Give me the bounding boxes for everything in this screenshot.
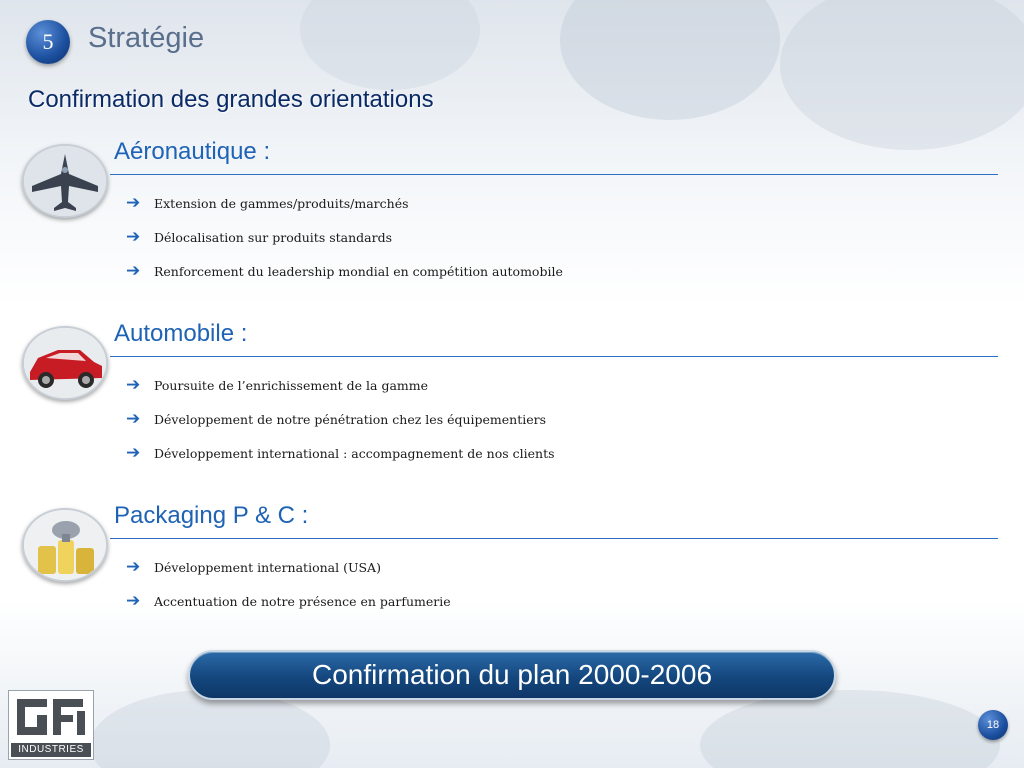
page-number: 18 [978,710,1008,740]
right-arrow-icon: ➔ [126,375,141,395]
right-arrow-icon: ➔ [126,409,141,429]
right-arrow-icon: ➔ [126,193,141,213]
list-item: ➔ Développement international : accompagnement de nos clients [126,443,555,463]
bullet-list [126,368,555,470]
conclusion-banner: Confirmation du plan 2000-2006 [188,650,836,700]
logo-mark [15,695,87,739]
slide-number-badge: 5 [26,20,70,64]
company-logo [8,690,94,760]
right-arrow-icon: ➔ [126,557,141,577]
divider [110,174,998,175]
bullet-list [126,550,451,618]
car-icon [22,326,108,400]
list-item: ➔ Délocalisation sur produits standards [126,227,392,247]
logo-text: INDUSTRIES [11,743,91,757]
section-heading: Aéronautique : [114,138,271,165]
list-item: ➔ Développement de notre pénétration chez les équipementiers [126,409,547,429]
section-heading: Automobile : [114,320,248,347]
list-item: ➔ Accentuation de notre présence en parfumerie [126,591,451,611]
divider [110,538,998,539]
right-arrow-icon: ➔ [126,227,141,247]
right-arrow-icon: ➔ [126,591,141,611]
divider [110,356,998,357]
right-arrow-icon: ➔ [126,261,141,281]
list-item: ➔ Développement international (USA) [126,557,381,577]
section-title: Stratégie [88,22,205,54]
list-item: ➔ Extension de gammes/produits/marchés [126,193,409,213]
airplane-icon [22,144,108,218]
right-arrow-icon: ➔ [126,443,141,463]
list-item: ➔ Poursuite de l’enrichissement de la gamme [126,375,429,395]
page-subtitle: Confirmation des grandes orientations [28,86,434,113]
section-heading: Packaging P & C : [114,502,309,529]
perfume-bottle-icon [22,508,108,582]
list-item: ➔ Renforcement du leadership mondial en compétition automobile [126,261,563,281]
bullet-list [126,186,563,288]
